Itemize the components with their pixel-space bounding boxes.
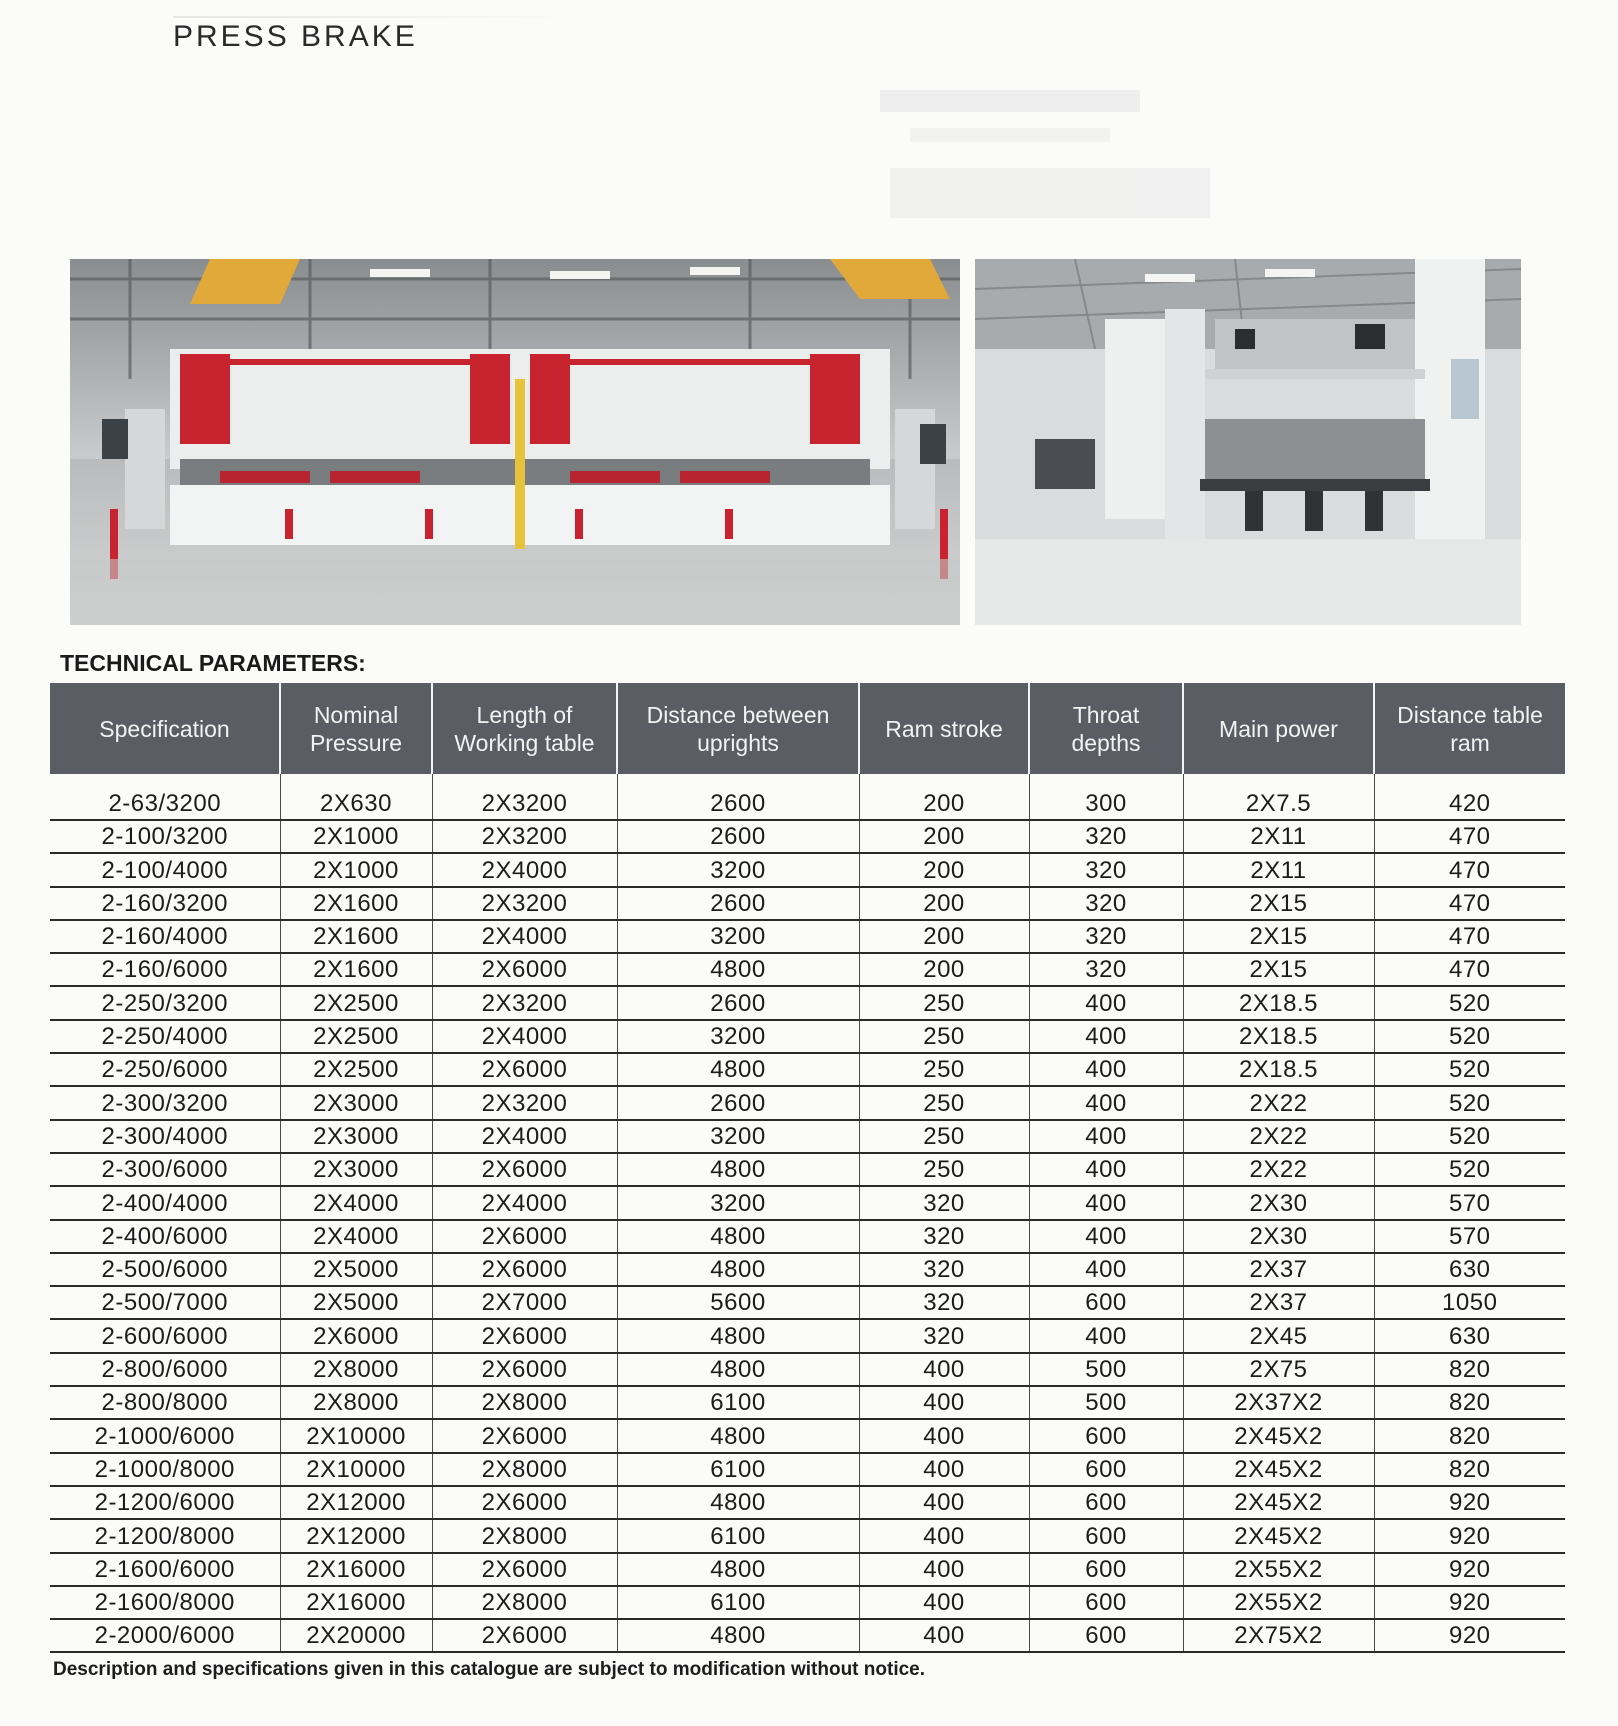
cell-ram-stroke: 400 [859, 1353, 1029, 1386]
cell-table-ram-distance: 820 [1374, 1419, 1565, 1452]
cell-uprights-distance: 4800 [617, 1353, 859, 1386]
cell-ram-stroke: 250 [859, 1020, 1029, 1053]
cell-ram-stroke: 400 [859, 1553, 1029, 1586]
table-row [50, 1120, 1565, 1153]
cell-throat-depth: 320 [1029, 920, 1183, 953]
cell-main-power: 2X15 [1183, 953, 1374, 986]
table-row [50, 1053, 1565, 1086]
cell-nominal-pressure: 2X12000 [280, 1486, 432, 1519]
cell-specification: 2-63/3200 [50, 774, 280, 820]
cell-working-table-length: 2X8000 [432, 1519, 617, 1552]
cell-specification: 2-600/6000 [50, 1319, 280, 1352]
cell-working-table-length: 2X6000 [432, 1419, 617, 1452]
table-row [50, 953, 1565, 986]
cell-table-ram-distance: 520 [1374, 1153, 1565, 1186]
title-rule [173, 16, 573, 18]
cell-nominal-pressure: 2X3000 [280, 1120, 432, 1153]
cell-specification: 2-1000/6000 [50, 1419, 280, 1452]
cell-nominal-pressure: 2X12000 [280, 1519, 432, 1552]
table-row [50, 853, 1565, 886]
table-row [50, 1486, 1565, 1519]
cell-uprights-distance: 4800 [617, 1319, 859, 1352]
cell-specification: 2-2000/6000 [50, 1619, 280, 1652]
cell-throat-depth: 400 [1029, 1053, 1183, 1086]
cell-specification: 2-100/3200 [50, 820, 280, 853]
table-row [50, 820, 1565, 853]
cell-table-ram-distance: 570 [1374, 1186, 1565, 1219]
header-ram-stroke: Ram stroke [859, 683, 1029, 774]
cell-working-table-length: 2X6000 [432, 1353, 617, 1386]
cell-specification: 2-100/4000 [50, 853, 280, 886]
cell-ram-stroke: 200 [859, 820, 1029, 853]
table-row [50, 1619, 1565, 1652]
cell-specification: 2-1000/8000 [50, 1453, 280, 1486]
cell-working-table-length: 2X3200 [432, 887, 617, 920]
cell-nominal-pressure: 2X8000 [280, 1386, 432, 1419]
cell-ram-stroke: 200 [859, 774, 1029, 820]
cell-working-table-length: 2X6000 [432, 1486, 617, 1519]
cell-main-power: 2X15 [1183, 920, 1374, 953]
cell-throat-depth: 400 [1029, 1220, 1183, 1253]
cell-uprights-distance: 3200 [617, 853, 859, 886]
cell-throat-depth: 600 [1029, 1519, 1183, 1552]
table-row [50, 920, 1565, 953]
table-row [50, 986, 1565, 1019]
cell-table-ram-distance: 470 [1374, 887, 1565, 920]
cell-working-table-length: 2X6000 [432, 1153, 617, 1186]
cell-main-power: 2X75X2 [1183, 1619, 1374, 1652]
cell-nominal-pressure: 2X1000 [280, 820, 432, 853]
cell-ram-stroke: 250 [859, 1053, 1029, 1086]
cell-throat-depth: 400 [1029, 1186, 1183, 1219]
cell-nominal-pressure: 2X4000 [280, 1220, 432, 1253]
cell-specification: 2-160/3200 [50, 887, 280, 920]
cell-table-ram-distance: 920 [1374, 1486, 1565, 1519]
cell-throat-depth: 600 [1029, 1419, 1183, 1452]
cell-specification: 2-800/8000 [50, 1386, 280, 1419]
cell-working-table-length: 2X6000 [432, 1053, 617, 1086]
cell-table-ram-distance: 470 [1374, 853, 1565, 886]
cell-throat-depth: 600 [1029, 1486, 1183, 1519]
cell-table-ram-distance: 820 [1374, 1453, 1565, 1486]
cell-uprights-distance: 2600 [617, 774, 859, 820]
cell-nominal-pressure: 2X5000 [280, 1253, 432, 1286]
cell-table-ram-distance: 520 [1374, 1020, 1565, 1053]
cell-working-table-length: 2X4000 [432, 1186, 617, 1219]
cell-nominal-pressure: 2X4000 [280, 1186, 432, 1219]
cell-uprights-distance: 2600 [617, 1086, 859, 1119]
cell-table-ram-distance: 820 [1374, 1386, 1565, 1419]
cell-nominal-pressure: 2X5000 [280, 1286, 432, 1319]
cell-working-table-length: 2X4000 [432, 1120, 617, 1153]
cell-working-table-length: 2X4000 [432, 920, 617, 953]
table-row [50, 1220, 1565, 1253]
cell-ram-stroke: 320 [859, 1319, 1029, 1352]
cell-table-ram-distance: 420 [1374, 774, 1565, 820]
cell-table-ram-distance: 520 [1374, 1120, 1565, 1153]
cell-specification: 2-300/4000 [50, 1120, 280, 1153]
cell-working-table-length: 2X6000 [432, 1253, 617, 1286]
cell-nominal-pressure: 2X6000 [280, 1319, 432, 1352]
cell-ram-stroke: 200 [859, 920, 1029, 953]
cell-specification: 2-800/6000 [50, 1353, 280, 1386]
cell-main-power: 2X37X2 [1183, 1386, 1374, 1419]
cell-nominal-pressure: 2X3000 [280, 1086, 432, 1119]
cell-nominal-pressure: 2X1000 [280, 853, 432, 886]
cell-main-power: 2X11 [1183, 820, 1374, 853]
table-row [50, 1086, 1565, 1119]
cell-ram-stroke: 400 [859, 1619, 1029, 1652]
table-row [50, 1386, 1565, 1419]
cell-specification: 2-1600/8000 [50, 1586, 280, 1619]
cell-working-table-length: 2X6000 [432, 953, 617, 986]
cell-specification: 2-400/6000 [50, 1220, 280, 1253]
cell-ram-stroke: 400 [859, 1586, 1029, 1619]
table-row [50, 1453, 1565, 1486]
cell-uprights-distance: 3200 [617, 1020, 859, 1053]
cell-throat-depth: 600 [1029, 1286, 1183, 1319]
cell-uprights-distance: 5600 [617, 1286, 859, 1319]
cell-working-table-length: 2X6000 [432, 1619, 617, 1652]
cell-nominal-pressure: 2X16000 [280, 1586, 432, 1619]
footnote: Description and specifications given in this catalogue are subject to modification without notice. [53, 1659, 926, 1680]
cell-nominal-pressure: 2X2500 [280, 986, 432, 1019]
cell-specification: 2-250/3200 [50, 986, 280, 1019]
table-row [50, 774, 1565, 820]
cell-table-ram-distance: 1050 [1374, 1286, 1565, 1319]
cell-main-power: 2X55X2 [1183, 1553, 1374, 1586]
cell-table-ram-distance: 630 [1374, 1319, 1565, 1352]
table-row [50, 1353, 1565, 1386]
cell-uprights-distance: 4800 [617, 1220, 859, 1253]
cell-throat-depth: 400 [1029, 1086, 1183, 1119]
table-row [50, 1186, 1565, 1219]
cell-throat-depth: 400 [1029, 1120, 1183, 1153]
cell-main-power: 2X30 [1183, 1186, 1374, 1219]
cell-table-ram-distance: 470 [1374, 820, 1565, 853]
cell-uprights-distance: 2600 [617, 887, 859, 920]
cell-working-table-length: 2X7000 [432, 1286, 617, 1319]
header-length-of-working-table: Length of Working table [432, 683, 617, 774]
cell-main-power: 2X22 [1183, 1120, 1374, 1153]
cell-throat-depth: 600 [1029, 1619, 1183, 1652]
cell-working-table-length: 2X8000 [432, 1586, 617, 1619]
cell-nominal-pressure: 2X2500 [280, 1020, 432, 1053]
cell-working-table-length: 2X3200 [432, 986, 617, 1019]
cell-specification: 2-160/4000 [50, 920, 280, 953]
cell-ram-stroke: 200 [859, 853, 1029, 886]
cell-uprights-distance: 4800 [617, 1553, 859, 1586]
cell-table-ram-distance: 920 [1374, 1553, 1565, 1586]
cell-main-power: 2X7.5 [1183, 774, 1374, 820]
cell-nominal-pressure: 2X2500 [280, 1053, 432, 1086]
cell-main-power: 2X45 [1183, 1319, 1374, 1352]
table-row [50, 1153, 1565, 1186]
cell-table-ram-distance: 470 [1374, 920, 1565, 953]
cell-throat-depth: 500 [1029, 1386, 1183, 1419]
cell-throat-depth: 600 [1029, 1453, 1183, 1486]
page-title: PRESS BRAKE [173, 20, 418, 53]
cell-throat-depth: 400 [1029, 1020, 1183, 1053]
cell-main-power: 2X45X2 [1183, 1486, 1374, 1519]
cell-uprights-distance: 6100 [617, 1519, 859, 1552]
cell-working-table-length: 2X8000 [432, 1386, 617, 1419]
cell-working-table-length: 2X8000 [432, 1453, 617, 1486]
header-specification: Specification [50, 683, 280, 774]
cell-throat-depth: 600 [1029, 1553, 1183, 1586]
cell-main-power: 2X45X2 [1183, 1453, 1374, 1486]
cell-working-table-length: 2X4000 [432, 853, 617, 886]
cell-table-ram-distance: 520 [1374, 1053, 1565, 1086]
cell-ram-stroke: 320 [859, 1186, 1029, 1219]
cell-specification: 2-500/7000 [50, 1286, 280, 1319]
bleed-through-text [880, 90, 1220, 230]
cell-specification: 2-250/6000 [50, 1053, 280, 1086]
cell-ram-stroke: 320 [859, 1286, 1029, 1319]
cell-uprights-distance: 2600 [617, 820, 859, 853]
cell-main-power: 2X30 [1183, 1220, 1374, 1253]
cell-table-ram-distance: 820 [1374, 1353, 1565, 1386]
cell-main-power: 2X18.5 [1183, 1020, 1374, 1053]
cell-uprights-distance: 4800 [617, 1253, 859, 1286]
cell-table-ram-distance: 520 [1374, 1086, 1565, 1119]
cell-uprights-distance: 3200 [617, 1186, 859, 1219]
cell-main-power: 2X11 [1183, 853, 1374, 886]
cell-nominal-pressure: 2X630 [280, 774, 432, 820]
cell-working-table-length: 2X3200 [432, 1086, 617, 1119]
cell-ram-stroke: 400 [859, 1486, 1029, 1519]
cell-main-power: 2X18.5 [1183, 1053, 1374, 1086]
tandem-press-brake-photo [70, 259, 960, 625]
cell-specification: 2-160/6000 [50, 953, 280, 986]
cell-uprights-distance: 6100 [617, 1586, 859, 1619]
cell-working-table-length: 2X3200 [432, 774, 617, 820]
table-row [50, 1586, 1565, 1619]
cell-ram-stroke: 400 [859, 1519, 1029, 1552]
cell-nominal-pressure: 2X1600 [280, 887, 432, 920]
cell-specification: 2-300/3200 [50, 1086, 280, 1119]
cell-nominal-pressure: 2X16000 [280, 1553, 432, 1586]
cell-nominal-pressure: 2X20000 [280, 1619, 432, 1652]
header-distance-between-uprights: Distance between uprights [617, 683, 859, 774]
cell-specification: 2-1200/8000 [50, 1519, 280, 1552]
cell-ram-stroke: 250 [859, 986, 1029, 1019]
cell-ram-stroke: 200 [859, 887, 1029, 920]
cell-ram-stroke: 200 [859, 953, 1029, 986]
cell-main-power: 2X75 [1183, 1353, 1374, 1386]
cell-ram-stroke: 250 [859, 1120, 1029, 1153]
cell-main-power: 2X22 [1183, 1086, 1374, 1119]
cell-ram-stroke: 400 [859, 1453, 1029, 1486]
cell-working-table-length: 2X6000 [432, 1220, 617, 1253]
cell-nominal-pressure: 2X1600 [280, 953, 432, 986]
cell-uprights-distance: 4800 [617, 1153, 859, 1186]
cell-table-ram-distance: 920 [1374, 1619, 1565, 1652]
header-distance-table-ram: Distance table ram [1374, 683, 1565, 774]
cell-specification: 2-400/4000 [50, 1186, 280, 1219]
table-row [50, 1286, 1565, 1319]
cell-table-ram-distance: 470 [1374, 953, 1565, 986]
cell-main-power: 2X55X2 [1183, 1586, 1374, 1619]
cell-main-power: 2X18.5 [1183, 986, 1374, 1019]
cell-uprights-distance: 4800 [617, 1419, 859, 1452]
cell-specification: 2-1600/6000 [50, 1553, 280, 1586]
cell-ram-stroke: 250 [859, 1086, 1029, 1119]
cell-ram-stroke: 320 [859, 1253, 1029, 1286]
cell-ram-stroke: 320 [859, 1220, 1029, 1253]
table-row [50, 1553, 1565, 1586]
cell-table-ram-distance: 920 [1374, 1586, 1565, 1619]
cell-uprights-distance: 3200 [617, 1120, 859, 1153]
cell-main-power: 2X45X2 [1183, 1419, 1374, 1452]
cell-working-table-length: 2X6000 [432, 1553, 617, 1586]
table-row [50, 887, 1565, 920]
cell-ram-stroke: 250 [859, 1153, 1029, 1186]
technical-parameters-table [50, 683, 1565, 1653]
cell-throat-depth: 600 [1029, 1586, 1183, 1619]
cell-uprights-distance: 4800 [617, 1619, 859, 1652]
cell-nominal-pressure: 2X10000 [280, 1419, 432, 1452]
cell-working-table-length: 2X4000 [432, 1020, 617, 1053]
cell-throat-depth: 500 [1029, 1353, 1183, 1386]
cell-working-table-length: 2X6000 [432, 1319, 617, 1352]
cell-nominal-pressure: 2X3000 [280, 1153, 432, 1186]
cell-throat-depth: 300 [1029, 774, 1183, 820]
cell-specification: 2-250/4000 [50, 1020, 280, 1053]
header-nominal-pressure: Nominal Pressure [280, 683, 432, 774]
cell-specification: 2-500/6000 [50, 1253, 280, 1286]
cell-table-ram-distance: 570 [1374, 1220, 1565, 1253]
cell-throat-depth: 320 [1029, 887, 1183, 920]
cell-throat-depth: 400 [1029, 1153, 1183, 1186]
cell-throat-depth: 320 [1029, 853, 1183, 886]
cell-nominal-pressure: 2X1600 [280, 920, 432, 953]
cell-throat-depth: 400 [1029, 1319, 1183, 1352]
cell-main-power: 2X22 [1183, 1153, 1374, 1186]
cell-table-ram-distance: 920 [1374, 1519, 1565, 1552]
cell-working-table-length: 2X3200 [432, 820, 617, 853]
cell-specification: 2-1200/6000 [50, 1486, 280, 1519]
header-main-power: Main power [1183, 683, 1374, 774]
cell-uprights-distance: 6100 [617, 1453, 859, 1486]
cell-main-power: 2X15 [1183, 887, 1374, 920]
table-row [50, 1519, 1565, 1552]
cell-ram-stroke: 400 [859, 1386, 1029, 1419]
cell-uprights-distance: 4800 [617, 1486, 859, 1519]
table-row [50, 1419, 1565, 1452]
table-row [50, 1253, 1565, 1286]
cell-ram-stroke: 400 [859, 1419, 1029, 1452]
cell-main-power: 2X37 [1183, 1286, 1374, 1319]
table-row [50, 1319, 1565, 1352]
cell-table-ram-distance: 520 [1374, 986, 1565, 1019]
cell-uprights-distance: 4800 [617, 1053, 859, 1086]
cell-uprights-distance: 3200 [617, 920, 859, 953]
cell-nominal-pressure: 2X8000 [280, 1353, 432, 1386]
table-header-row [50, 683, 1565, 774]
cell-uprights-distance: 2600 [617, 986, 859, 1019]
cell-main-power: 2X45X2 [1183, 1519, 1374, 1552]
cell-throat-depth: 320 [1029, 820, 1183, 853]
section-heading: TECHNICAL PARAMETERS: [60, 650, 366, 676]
factory-interior-photo [975, 259, 1521, 625]
table-row [50, 1020, 1565, 1053]
cell-table-ram-distance: 630 [1374, 1253, 1565, 1286]
cell-main-power: 2X37 [1183, 1253, 1374, 1286]
cell-throat-depth: 400 [1029, 1253, 1183, 1286]
cell-nominal-pressure: 2X10000 [280, 1453, 432, 1486]
cell-specification: 2-300/6000 [50, 1153, 280, 1186]
cell-uprights-distance: 4800 [617, 953, 859, 986]
cell-throat-depth: 320 [1029, 953, 1183, 986]
cell-throat-depth: 400 [1029, 986, 1183, 1019]
cell-uprights-distance: 6100 [617, 1386, 859, 1419]
header-throat-depths: Throat depths [1029, 683, 1183, 774]
